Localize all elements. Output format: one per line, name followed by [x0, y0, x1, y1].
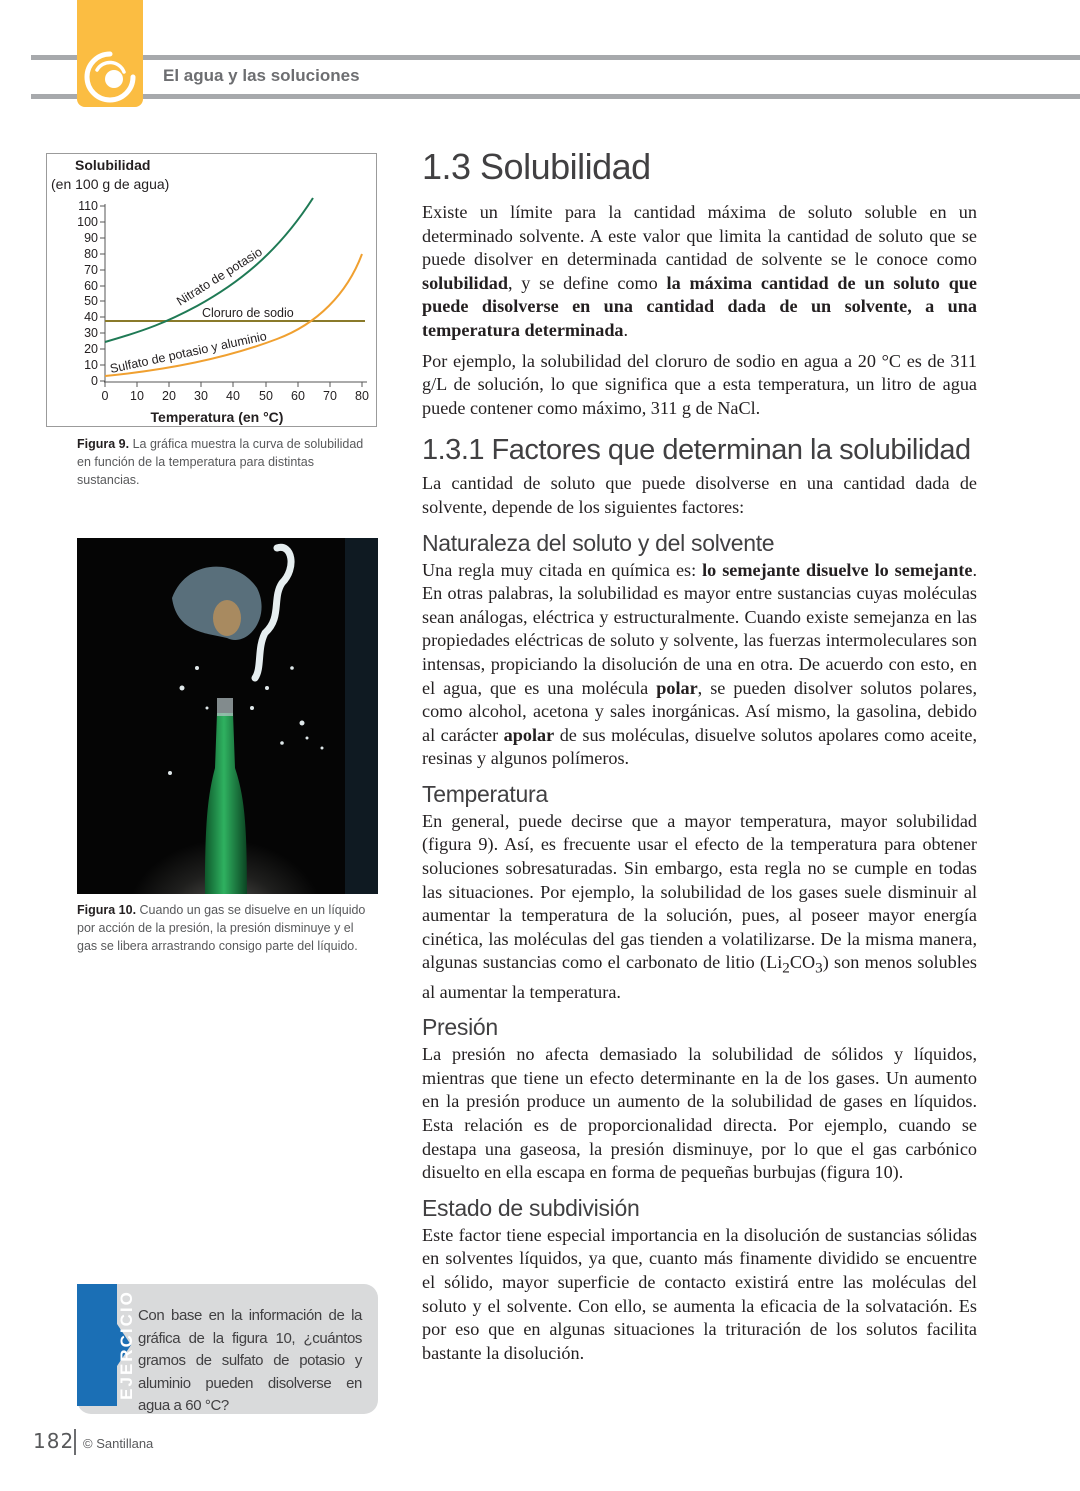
- svg-text:50: 50: [84, 294, 98, 308]
- chart-svg: [47, 154, 378, 428]
- svg-text:30: 30: [194, 389, 208, 403]
- x-tick-labels: [102, 389, 369, 403]
- svg-text:60: 60: [84, 279, 98, 293]
- series-label-nitrato: Nitrato de potasio: [174, 244, 265, 309]
- figure-10-caption: [77, 901, 377, 955]
- figure-9-label: Figura 9.: [77, 437, 130, 451]
- x-axis-label: Temperatura (en °C): [150, 409, 284, 425]
- footer-separator: [74, 1429, 76, 1455]
- svg-text:20: 20: [84, 342, 98, 356]
- exercise-tag-label: EJERCICIO: [117, 1290, 136, 1400]
- figure-10-text: Cuando un gas se disuelve en un líquido por acción de la presión, la presión disminuye y el gas se libera arrastrando consigo parte del líquido.: [77, 903, 366, 953]
- term-polar: polar: [656, 677, 698, 698]
- svg-text:70: 70: [323, 389, 337, 403]
- svg-text:60: 60: [291, 389, 305, 403]
- chapter-title: El agua y las soluciones: [163, 66, 360, 85]
- y-tick-labels: [77, 199, 98, 388]
- spiral-logo-icon: [83, 50, 137, 104]
- svg-text:50: 50: [259, 389, 273, 403]
- heading-temperatura: Temperatura: [422, 780, 548, 807]
- y-tick-marks: [100, 206, 105, 381]
- publisher: © Santillana: [83, 1436, 154, 1451]
- svg-text:30: 30: [84, 326, 98, 340]
- term-solubilidad: solubilidad: [422, 272, 508, 293]
- page-number: 182: [33, 1429, 75, 1453]
- subsection-intro: La cantidad de soluto que puede disolverse en una cantidad dada de solvente, depende de los siguientes factores:: [422, 473, 977, 517]
- chapter-tab: [77, 0, 143, 107]
- svg-text:70: 70: [84, 263, 98, 277]
- header-rule-bottom: [31, 94, 1080, 99]
- figure-10-photo: [77, 538, 378, 894]
- heading-subdivision: Estado de subdivisión: [422, 1194, 640, 1221]
- paragraph-temperatura: En general, puede decirse que a mayor temperatura, mayor solubilidad (figura 9). Así, es frecuente usar el efecto de la temperatura para obtener soluciones sobresaturadas. Sin embargo, esta regla no se cumple en todas las situaciones. Por ejemplo, la solubilidad de los gases suele disminuir al aumentar la temperatura de la solución, pues, al poseer mayor energía cinética, las moléculas del gas tienden a volatilizarse. De la misma manera, algunas sustancias como el carbonato de litio $(Li_2CO_3)$ son menos solubles al aumentar la temperatura.: [422, 810, 977, 1002]
- main-content: [422, 143, 977, 1372]
- term-semejante: lo semejante disuelve lo semejante: [702, 559, 973, 580]
- definition-solubilidad: la máxima cantidad de un soluto que puede disolverse en una cantidad dada de un solvente, a una temperatura determinada: [422, 272, 977, 340]
- svg-text:10: 10: [130, 389, 144, 403]
- exercise-question: Con base en la información de la gráfica de la figura 10, ¿cuántos gramos de sulfato de potasio y aluminio pueden disolverse en agua a 60 °C?: [138, 1307, 362, 1414]
- svg-text:0: 0: [101, 389, 109, 403]
- svg-text:10: 10: [84, 358, 98, 372]
- x-tick-marks: [105, 382, 362, 387]
- svg-text:80: 80: [355, 389, 369, 403]
- example-paragraph: Por ejemplo, la solubilidad del cloruro de sodio en agua a 20 °C es de 311 g/L de solución, lo que significa que a esta temperatura, un litro de agua puede contener como máximo, 311 g de NaCl.: [422, 350, 977, 418]
- section-title: 1.3 Solubilidad: [422, 146, 651, 187]
- svg-text:110: 110: [78, 199, 98, 213]
- series-label-sulfato: Sulfato de potasio y aluminio: [108, 329, 268, 376]
- series-label-cloruro: Cloruro de sodio: [202, 306, 294, 320]
- svg-text:80: 80: [84, 247, 98, 261]
- header-rule-top: [31, 55, 1080, 60]
- intro-paragraph: Existe un límite para la cantidad máxima de soluto soluble en un determinado solvente. A este valor que limita la cantidad de soluto que se puede disolver en determinada cantidad de solvente se le conoce como solubilidad, y se define como la máxima cantidad de un soluto que puede disolverse en una cantidad dada de un solvente, a una temperatura determinada.: [422, 202, 977, 340]
- heading-presion: Presión: [422, 1014, 498, 1041]
- subsection-title: 1.3.1 Factores que determinan la solubilidad: [422, 434, 971, 467]
- svg-text:40: 40: [84, 310, 98, 324]
- figure-9-text: La gráfica muestra la curva de solubilidad en función de la temperatura para distintas sustancias.: [77, 437, 364, 487]
- paragraph-naturaleza: Una regla muy citada en química es: lo semejante disuelve lo semejante. En otras palabras, la solubilidad es mayor entre sustancias cuyas moléculas sean análogas, eléctrica y estructuralmente. Cuando existe semejanza en las propiedades eléctricas de soluto y solvente, las fuerzas intermoleculares son intensas, propiciando la disolución de una en otra. De acuerdo con esto, en el agua, que es una molécula polar, se pueden disolver solutos polares, como alcohol, acetona y sales inorgánicas. Así mismo, la gasolina, debido al carácter apolar de sus moléculas, disuelve solutos apolares como aceite, resinas y algunos polímeros.: [422, 559, 978, 769]
- svg-text:40: 40: [226, 389, 240, 403]
- term-apolar: apolar: [503, 724, 555, 745]
- paragraph-presion: La presión no afecta demasiado la solubilidad de sólidos y líquidos, mientras que tiene un efecto determinante en la de los gases. Un aumento en la presión produce un aumento de la solubilidad de gases en líquidos. Esta relación es de proporcionalidad directa. Por ejemplo, cuando se destapa una gaseosa, la presión disminuye, por lo que el gas carbónico disuelto en ella escapa en forma de pequeñas burbujas (figura 10).: [422, 1044, 977, 1183]
- svg-text:90: 90: [84, 231, 98, 245]
- chart-subtitle: (en 100 g de agua): [51, 176, 170, 192]
- svg-text:100: 100: [77, 215, 98, 229]
- paragraph-subdivision: Este factor tiene especial importancia en la disolución de sustancias sólidas en solventes líquidos, ya que, cuanto más finamente dividido se encuentre el sólido, mayor superficie de contacto existirá entre las moléculas del soluto y el solvente. Con ello, se aumenta la eficacia de la solvatación. Es por eso que en algunas situaciones la trituración de los solutos facilita bastante la disolución.: [422, 1224, 977, 1363]
- svg-text:20: 20: [162, 389, 176, 403]
- champagne-bottle-image: [77, 538, 378, 894]
- chart-title: Solubilidad: [75, 157, 151, 173]
- svg-text:0: 0: [91, 374, 98, 388]
- heading-naturaleza: Naturaleza del soluto y del solvente: [422, 529, 775, 556]
- solubility-chart: [46, 153, 377, 427]
- figure-9-caption: [77, 435, 377, 489]
- figure-10-label: Figura 10.: [77, 903, 137, 917]
